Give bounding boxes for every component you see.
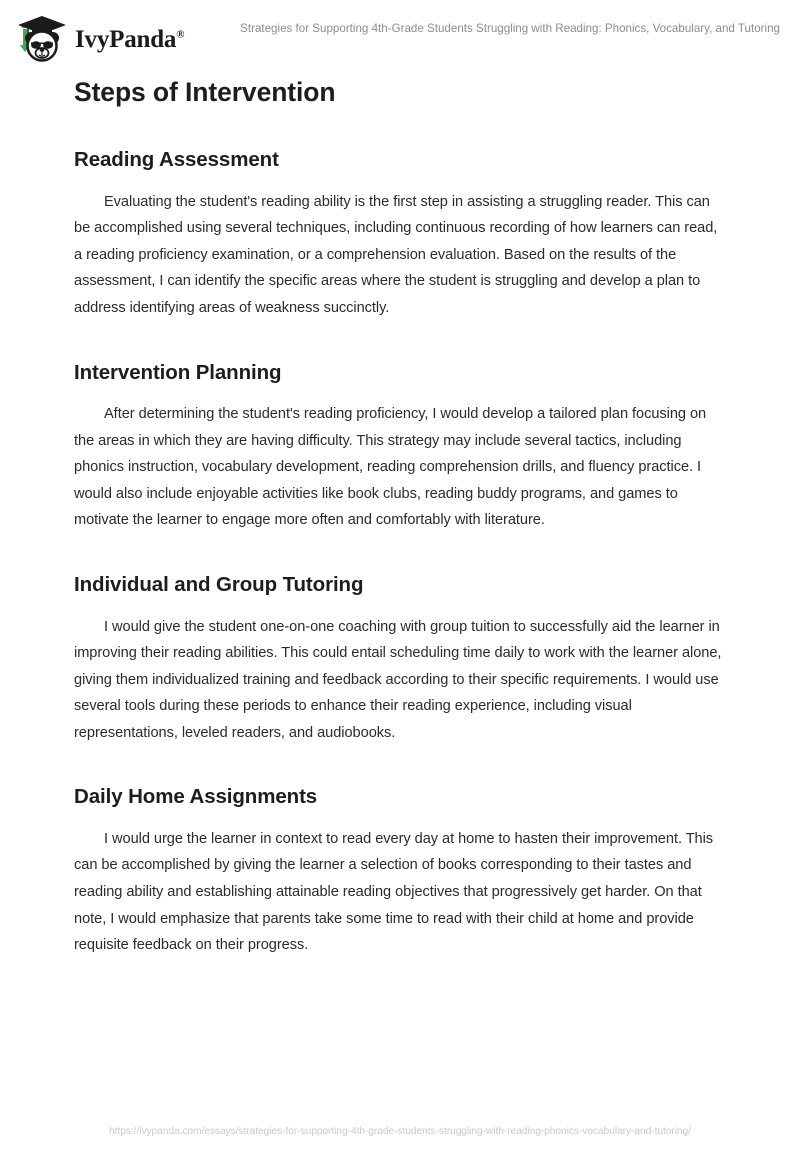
page-header bbox=[0, 0, 800, 70]
section-heading: Intervention Planning bbox=[74, 360, 282, 384]
section-paragraph: I would give the student one-on-one coaching with group tuition to successfully aid the learner in improving their reading abilities. This could entail scheduling time daily to work with the learner alone, giving them individualized training and feedback according to their specific requirements. I would use several tools during these periods to enhance their reading experience, including visual representations, leveled readers, and audiobooks. bbox=[74, 618, 722, 741]
registered-trademark-icon: ® bbox=[176, 28, 185, 41]
section-heading: Reading Assessment bbox=[74, 148, 279, 172]
section-heading: Daily Home Assignments bbox=[74, 785, 318, 809]
section-individual-and-group-tutoring bbox=[74, 572, 722, 746]
article-content bbox=[74, 70, 722, 959]
brand-logo-link[interactable] bbox=[16, 10, 216, 64]
header-document-title: Strategies for Supporting 4th-Grade Students Struggling with Reading: Phonics, Vocabulary, and Tutoring bbox=[240, 22, 780, 35]
section-daily-home-assignments bbox=[74, 784, 722, 958]
section-paragraph: After determining the student's reading proficiency, I would develop a tailored plan focusing on the areas in which they are having difficulty. This strategy may include several tactics, including phonics instruction, vocabulary development, reading comprehension drills, and fluency practice. I would also include enjoyable activities like book clubs, reading buddy programs, and games to motivate the learner to engage more often and comfortably with literature. bbox=[74, 406, 707, 529]
panda-graduate-logo-icon bbox=[16, 14, 68, 64]
section-intervention-planning bbox=[74, 360, 722, 534]
section-paragraph: I would urge the learner in context to read every day at home to hasten their improvement. This can be accomplished by giving the learner a selection of books corresponding to their tastes and reading ability and establishing attainable reading objectives that progressively get harder. On that note, I would emphasize that parents take some time to read with their child at home and provide requisite feedback on their progress. bbox=[74, 830, 714, 954]
page-title: Steps of Intervention bbox=[74, 77, 336, 107]
brand-wordmark bbox=[75, 27, 184, 52]
page-footer bbox=[0, 1114, 800, 1160]
source-url-link[interactable]: https://ivypanda.com/essays/strategies-for-supporting-4th-grade-students-struggling-with-reading-phonics-vocabulary-and-tutoring/ bbox=[109, 1126, 691, 1137]
section-heading: Individual and Group Tutoring bbox=[74, 572, 364, 596]
section-reading-assessment bbox=[74, 147, 722, 321]
section-paragraph: Evaluating the student's reading ability is the first step in assisting a struggling reader. This can be accomplished using several techniques, including continuous recording of how learners can read, a reading proficiency examination, or a comprehension evaluation. Based on the results of the assessment, I can identify the specific areas where the student is struggling and develop a plan to address identifying areas of weakness succinctly. bbox=[74, 193, 718, 316]
brand-name-text: IvyPanda bbox=[75, 25, 177, 53]
